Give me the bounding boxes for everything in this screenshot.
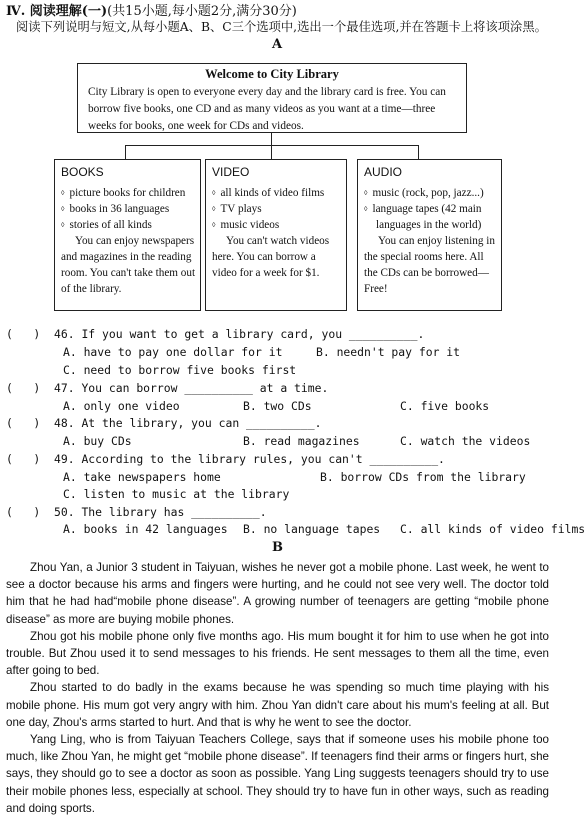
option[interactable]: C. five books: [400, 399, 490, 413]
category-box-video: [205, 159, 347, 311]
list-item: languages in the world): [376, 219, 482, 231]
category-box-audio: [357, 159, 502, 311]
option[interactable]: B. borrow CDs from the library: [320, 470, 526, 484]
diamond-bullet-icon: ◊: [212, 221, 216, 229]
passage-paragraph: Zhou Yan, a Junior 3 student in Taiyuan, wishes he never got a mobile phone. Last week, he went to see a doctor because his arms and fingers were hurting, and he could not see very well. The doctor told him that he had had“mobile phone disease”. A growing number of teenagers are getting “mobile phone disease” as more are buying mobile phones.: [6, 561, 549, 626]
category-title: AUDIO: [364, 165, 403, 179]
diamond-bullet-icon: ◊: [212, 205, 216, 213]
question-47: ( ) 47. You can borrow __________ at a time.: [6, 381, 329, 395]
question-50: ( ) 50. The library has __________.: [6, 505, 267, 519]
section-title: Ⅳ. 阅读理解(一): [6, 4, 108, 19]
list-item: ◊ language tapes (42 main: [364, 203, 482, 215]
diamond-bullet-icon: ◊: [212, 189, 216, 197]
list-item: ◊ picture books for children: [61, 187, 186, 199]
welcome-body: City Library is open to everyone every day and the library card is free. You can borrow five books, one CD and as many videos as you want at a time—three weeks for books, one week for CDs and videos.: [88, 86, 446, 132]
list-item: ◊ TV plays: [212, 203, 262, 215]
diamond-bullet-icon: ◊: [61, 189, 65, 197]
option[interactable]: A. only one video: [63, 399, 180, 413]
question-49: ( ) 49. According to the library rules, you can't __________.: [6, 452, 445, 466]
option[interactable]: A. books in 42 languages: [63, 522, 228, 536]
list-item: ◊ books in 36 languages: [61, 203, 170, 215]
category-note: You can't watch videos here. You can borrow a video for a week for $1.: [212, 235, 330, 279]
connector-audio: [418, 145, 419, 159]
question-46: ( ) 46. If you want to get a library card, you __________.: [6, 327, 425, 341]
section-scoring: (共15小题,每小题2分,满分30分): [107, 4, 297, 19]
category-title: BOOKS: [61, 165, 104, 179]
list-item: ◊ stories of all kinds: [61, 219, 152, 231]
list-item: ◊ music videos: [212, 219, 280, 231]
diamond-bullet-icon: ◊: [364, 205, 368, 213]
passage-paragraph: Yang Ling, who is from Taiyuan Teachers College, says that if someone uses his mobile phone too much, like Zhou Yan, he might get “mobile phone disease”. If teenagers find their arms or fingers hurt, she says, they should go to see a doctor as soon as possible. Yang Ling suggests teenagers should try to use their mobile phones less, especially at school. They should try to have fun in other ways, such as reading and doing sports.: [6, 733, 549, 815]
option[interactable]: B. two CDs: [243, 399, 312, 413]
passage-paragraph: Zhou got his mobile phone only five months ago. His mum bought it for him to use when he got into trouble. But Zhou used it to send messages to his friends. He sent messages to them all the time, even after going to bed.: [6, 629, 549, 678]
passage-paragraph: Zhou started to do badly in the exams because he was spending so much time playing with his mobile phone. His mum got very angry with him. Zhou Yan didn't care about his mum's feeling at all. But one day, Zhou's arms started to hurt. And that is why he went to see the doctor.: [6, 681, 549, 729]
option[interactable]: A. buy CDs: [63, 434, 132, 448]
category-note: You can enjoy listening in the special rooms here. All the CDs can be borrowed—Free!: [364, 235, 495, 295]
diamond-bullet-icon: ◊: [61, 205, 65, 213]
welcome-title: Welcome to City Library: [205, 67, 339, 81]
diamond-bullet-icon: ◊: [61, 221, 65, 229]
list-item: ◊ all kinds of video films: [212, 187, 325, 199]
list-item: ◊ music (rock, pop, jazz...): [364, 187, 484, 199]
category-box-books: [54, 159, 201, 311]
option[interactable]: B. no language tapes: [243, 522, 381, 536]
instruction-text: 阅读下列说明与短文,从每小题A、B、C三个选项中,选出一个最佳选项,并在答题卡上将该项涂黑。: [16, 20, 547, 34]
category-title: VIDEO: [212, 165, 250, 179]
option[interactable]: C. watch the videos: [400, 434, 531, 448]
option[interactable]: A. take newspapers home: [63, 470, 221, 484]
section-a-label: A: [272, 37, 283, 52]
connector-books: [125, 145, 126, 159]
diamond-bullet-icon: ◊: [364, 189, 368, 197]
option[interactable]: C. all kinds of video films: [400, 522, 585, 536]
connector-video: [271, 145, 272, 159]
option[interactable]: B. read magazines: [243, 434, 360, 448]
option[interactable]: B. needn't pay for it: [316, 345, 461, 359]
welcome-notice-box: [77, 63, 467, 133]
option[interactable]: C. need to borrow five books first: [63, 363, 297, 377]
option[interactable]: C. listen to music at the library: [63, 487, 290, 501]
connector-trunk: [271, 132, 272, 146]
category-note: You can enjoy newspapers and magazines in the reading room. You can't take them out of the library.: [61, 235, 196, 295]
passage-b: [6, 559, 549, 817]
question-48: ( ) 48. At the library, you can __________.: [6, 416, 322, 430]
option[interactable]: A. have to pay one dollar for it: [63, 345, 283, 359]
section-b-label: B: [272, 540, 283, 555]
